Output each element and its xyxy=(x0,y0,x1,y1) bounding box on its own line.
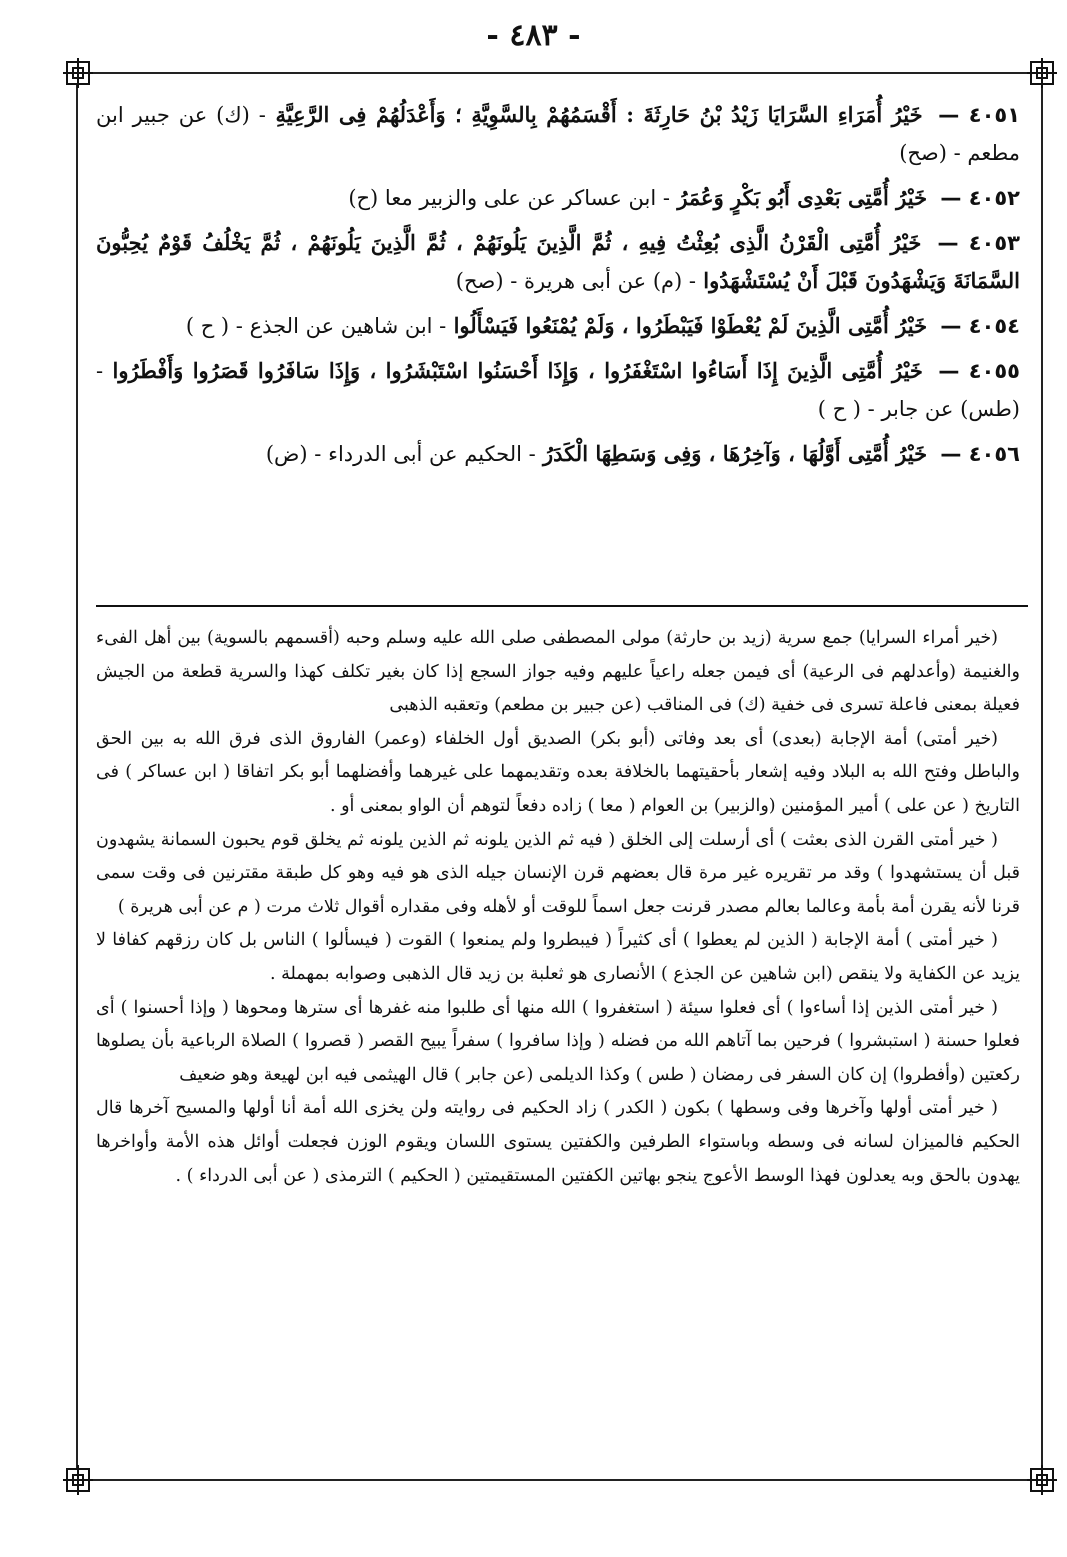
hadith-text: خَيْرُ أُمَّتِى أَوَّلُهَا ، وَآخِرُهَا ، وَفِى وَسَطِهَا الْكَدَرُ xyxy=(543,441,928,466)
commentary-list xyxy=(96,622,1020,1193)
commentary-paragraph: ( خير أمتى القرن الذى بعثت ) أى أرسلت إلى الخلق ( فيه ثم الذين يلونه ثم الذين يلونه ثم يخلق قوم يحبون السمانة يشهدون قبل أن يستشهدوا ) وقد مر تقريره غير مرة قال بعضهم قرن الإنسان جيله الذى هو فيه وهو كل طبقة مقترنين فى وقت سمى قرنا لأنه يقرن أمة بأمة وعالما بعالم مصدر قرنت جعل اسماً للوقت أو لأهله وفى مقداره أقوال ثلاث مرت ( م عن أبى هريرة ) xyxy=(96,829,1020,917)
commentary-paragraph: ( خير أمتى الذين إذا أساءوا ) أى فعلوا سيئة ( استغفروا ) الله منها أى طلبوا منه غفرها أى سترها ومحوها ( وإذا أحسنوا ) أى فعلوا حسنة ( استبشروا ) فرحين بما آتاهم الله من فضله ( وإذا سافروا ) سفراً يبيح القصر ( قصروا ) الصلاة الرباعية بأن يصلوها ركعتين (وأفطروا) إن كان السفر فى رمضان ( طس ) وكذا الديلمى (عن جابر ) قال الهيثمى فيه ابن لهيعة وهو ضعيف xyxy=(96,997,1020,1085)
frame-top-line xyxy=(88,72,1048,74)
commentary-paragraph: ( خير أمتى أولها وآخرها وفى وسطها ) بكون ( الكدر ) زاد الحكيم فى روايته ولن يخزى الله أمة أنا أولها والمسيح آخرها قال الحكيم فالميزان لسانه فى وسطه وباستواء الطرفين والكفتين يستوى اللسان ويقوم الوزن فجعلت أوائل هذه الأمة وأواخرها يهدون بالحق وبه يعدلون فهذا الوسط الأعوج ينجو بهاتين الكفتين المستقيمتين ( الحكيم ) الترمذى ( عن أبى الدرداء ) . xyxy=(96,1098,1020,1186)
corner-ornament-icon xyxy=(1027,58,1057,88)
hadith-reference: - ابن شاهين عن الجذع - ( ح ) xyxy=(185,314,447,338)
hadith-reference: - (ك) عن جبير ابن مطعم - (صح) xyxy=(96,103,1020,165)
corner-ornament-icon xyxy=(1027,1465,1057,1495)
hadith-number: ٤٠٥٥ — xyxy=(938,359,1020,383)
hadith-4051 xyxy=(96,96,1020,172)
hadith-4052 xyxy=(96,179,1020,217)
corner-ornament-icon xyxy=(63,1465,93,1495)
hadith-text: خَيْرُ أُمَّتِى الَّذِينَ لَمْ يُعْطَوْا فَيَبْطَرُوا ، وَلَمْ يُمْنَعُوا فَيَسْأَلُوا xyxy=(453,313,928,338)
section-divider xyxy=(96,605,1028,607)
hadith-reference: - (طس) عن جابر - ( ح ) xyxy=(96,359,1020,421)
commentary-paragraph: (خير أمتى) أمة الإجابة (بعدى) أى بعد وفاتى (أبو بكر) الصديق أول الخلفاء (وعمر) الفاروق الذى فرق الله به بين الحق والباطل وفتح الله به البلاد وفيه إشعار بأحقيتهما بالخلافة بعده وتقديمهما على غيرهما وأفضلهما أبو بكر اتفاقا ( ابن عساكر ) فى التاريخ ( عن على ) أمير المؤمنين (والزبير) بن العوام ( معا ) زاده دفعاً لتوهم أن الواو بمعنى أو . xyxy=(96,728,1020,816)
hadith-number: ٤٠٥٦ — xyxy=(940,442,1020,466)
commentary-paragraph: (خير أمراء السرايا) جمع سرية (زيد بن حارثة) مولى المصطفى صلى الله عليه وسلم وحبه (أقسمهم بالسوية) بين أهل الفىء والغنيمة (وأعدلهم فى الرعية) أى فيمن جعله راعياً عليهم وفيه جواز السجع إذا كان بغير تكلف كهذا والسرية قطعة من الجيش فعيلة بمعنى فاعلة تسرى فى خفية (ك) فى المناقب (عن جبير بن مطعم) وتعقبه الذهبى xyxy=(96,628,1020,716)
hadith-text: خَيْرُ أُمَّتِى الَّذِينَ إِذَا أَسَاءُوا اسْتَغْفَرُوا ، وَإِذَا أَحْسَنُوا اسْتَبْشَرُوا ، وَإِذَا سَافَرُوا قَصَرُوا وَأَفْطَرُوا xyxy=(112,358,923,383)
hadith-reference: - الحكيم عن أبى الدرداء - (ض) xyxy=(265,442,536,466)
corner-ornament-icon xyxy=(63,58,93,88)
frame-right-line xyxy=(1041,84,1043,1469)
frame-bottom-line xyxy=(88,1479,1048,1481)
hadith-4053 xyxy=(96,224,1020,300)
hadith-4054 xyxy=(96,307,1020,345)
page-number: - ٤٨٣ - xyxy=(486,18,581,53)
hadith-text: خَيْرُ أُمَّتِى بَعْدِى أَبُو بَكْرٍ وَعُمَرُ xyxy=(677,185,928,210)
hadith-reference: - (م) عن أبى هريرة - (صح) xyxy=(455,269,696,293)
hadith-4055 xyxy=(96,352,1020,428)
hadith-number: ٤٠٥١ — xyxy=(938,103,1021,127)
hadith-number: ٤٠٥٣ — xyxy=(937,231,1021,255)
hadith-4056 xyxy=(96,435,1020,473)
hadith-text: خَيْرُ أُمَرَاءِ السَّرَايَا زَيْدُ بْنُ حَارِثَةَ : أَقْسَمُهُمْ بِالسَّوِيَّةِ ؛ وَأَعْدَلُهُمْ فِى الرَّعِيَّةِ xyxy=(275,102,923,127)
frame-left-line xyxy=(76,84,78,1469)
hadith-list xyxy=(96,96,1020,480)
hadith-reference: - ابن عساكر عن على والزبير معا (ح) xyxy=(348,186,670,210)
hadith-number: ٤٠٥٤ — xyxy=(940,314,1020,338)
hadith-text: خَيْرُ أُمَّتِى الْقَرْنُ الَّذِى بُعِثْتُ فِيهِ ، ثُمَّ الَّذِينَ يَلُونَهُمْ ، ثُمَّ الَّذِينَ يَلُونَهُمْ ، ثُمَّ يَخْلُفُ قَوْمٌ يُحِبُّونَ السَّمَانَةَ وَيَشْهَدُونَ قَبْلَ أَنْ يُسْتَشْهَدُوا xyxy=(96,230,1020,293)
commentary-paragraph: ( خير أمتى ) أمة الإجابة ( الذين لم يعطوا ) أى كثيراً ( فيبطروا ولم يمنعوا ) القوت ( فيسألوا ) الناس بل كان رزقهم كفافا لا يزيد عن الكفاية ولا ينقص (ابن شاهين عن الجذع ) الأنصارى هو ثعلبة بن زيد قال الذهبى وصوابه بمهملة . xyxy=(96,930,1020,984)
hadith-number: ٤٠٥٢ — xyxy=(940,186,1020,210)
